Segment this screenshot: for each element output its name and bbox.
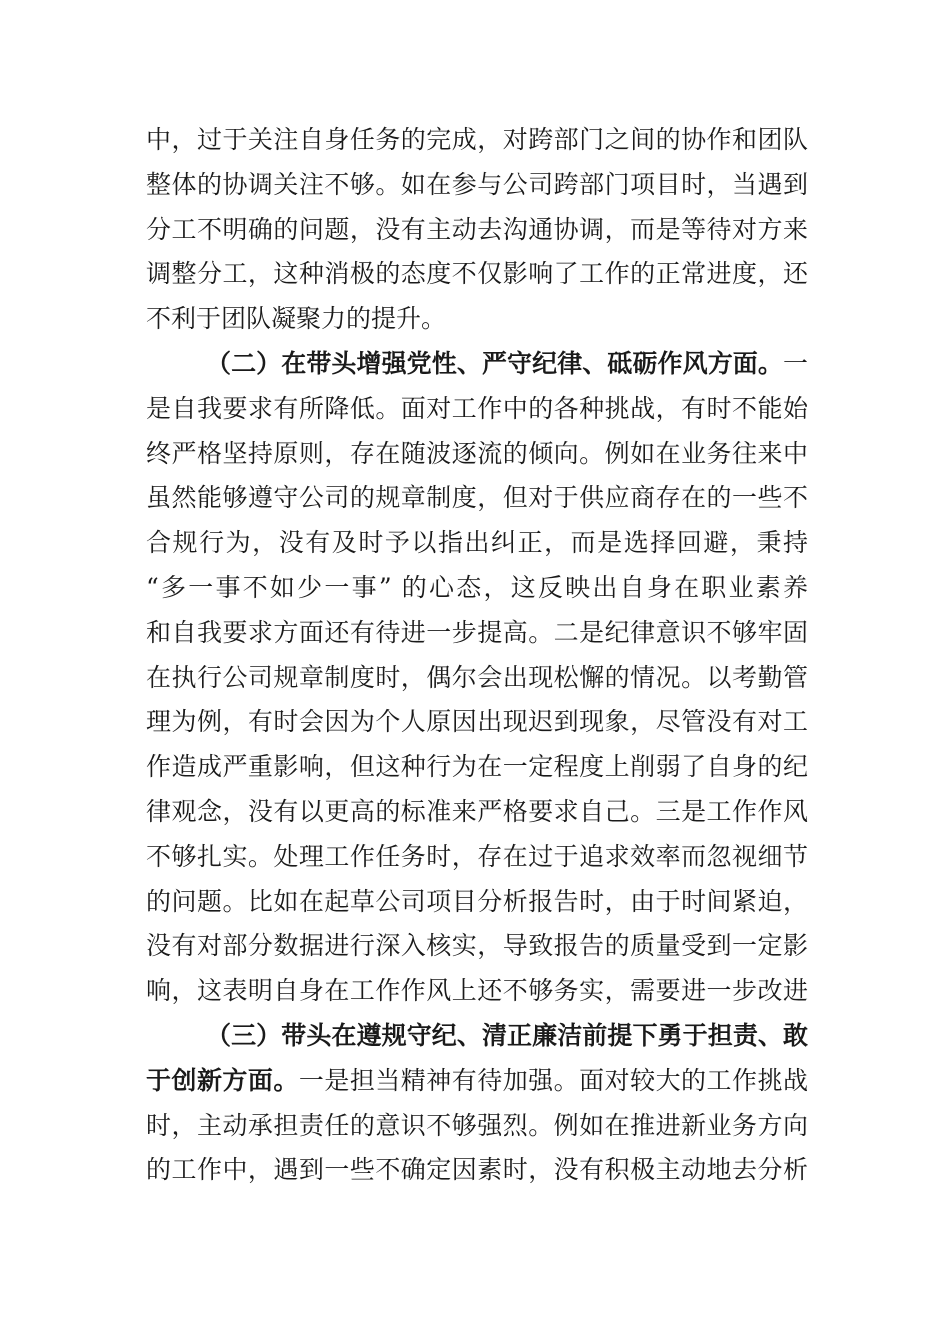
text-line: 理为例，有时会因为个人原因出现迟到现象，尽管没有对工 [146, 707, 808, 737]
text-line: 终严格坚持原则，存在随波逐流的倾向。例如在业务往来中 [146, 438, 808, 468]
text-line: 和自我要求方面还有待进一步提高。二是纪律意识不够牢固 [146, 617, 808, 647]
text-line: 在执行公司规章制度时，偶尔会出现松懈的情况。以考勤管 [146, 662, 808, 692]
text-line: 是自我要求有所降低。面对工作中的各种挑战，有时不能始 [146, 393, 808, 423]
section-heading-3-continuation [146, 1059, 808, 1104]
body-text [146, 118, 808, 1193]
text-line: 响，这表明自身在工作作风上还不够务实，需要进一步改进 [146, 976, 808, 1006]
text-line: 不够扎实。处理工作任务时，存在过于追求效率而忽视细节 [146, 841, 808, 871]
text-line: “多一事不如少一事” 的心态，这反映出自身在职业素养 [146, 572, 808, 602]
text-line: 的问题。比如在起草公司项目分析报告时，由于时间紧迫， [146, 886, 808, 916]
section-heading-3: （三）带头在遵规守纪、清正廉洁前提下勇于担责、敢 [206, 1020, 808, 1050]
section-heading-2-line [146, 342, 808, 387]
section-heading-2: （二）在带头增强党性、严守纪律、砥砺作风方面。 [206, 348, 783, 378]
text-line: 律观念，没有以更高的标准来严格要求自己。三是工作作风 [146, 796, 808, 826]
text-run: 一 [782, 348, 808, 378]
text-line: 整体的协调关注不够。如在参与公司跨部门项目时，当遇到 [146, 169, 808, 199]
section-heading-3-end: 于创新方面。 [146, 1065, 299, 1095]
text-line: 虽然能够遵守公司的规章制度，但对于供应商存在的一些不 [146, 483, 808, 513]
text-run: 一是担当精神有待加强。面对较大的工作挑战 [298, 1065, 808, 1095]
text-line: 分工不明确的问题，没有主动去沟通协调，而是等待对方来 [146, 214, 808, 244]
text-line: 的工作中，遇到一些不确定因素时，没有积极主动地去分析 [146, 1155, 808, 1185]
text-line: 作造成严重影响，但这种行为在一定程度上削弱了自身的纪 [146, 752, 808, 782]
text-line: 时，主动承担责任的意识不够强烈。例如在推进新业务方向 [146, 1110, 808, 1140]
text-line: 不利于团队凝聚力的提升。 [146, 304, 447, 334]
text-line: 合规行为，没有及时予以指出纠正，而是选择回避，秉持 [146, 528, 808, 558]
section-heading-3-line [146, 1014, 808, 1059]
text-line: 调整分工，这种消极的态度不仅影响了工作的正常进度，还 [146, 259, 808, 289]
text-line: 没有对部分数据进行深入核实，导致报告的质量受到一定影 [146, 931, 808, 961]
text-line: 中，过于关注自身任务的完成，对跨部门之间的协作和团队 [146, 125, 808, 154]
